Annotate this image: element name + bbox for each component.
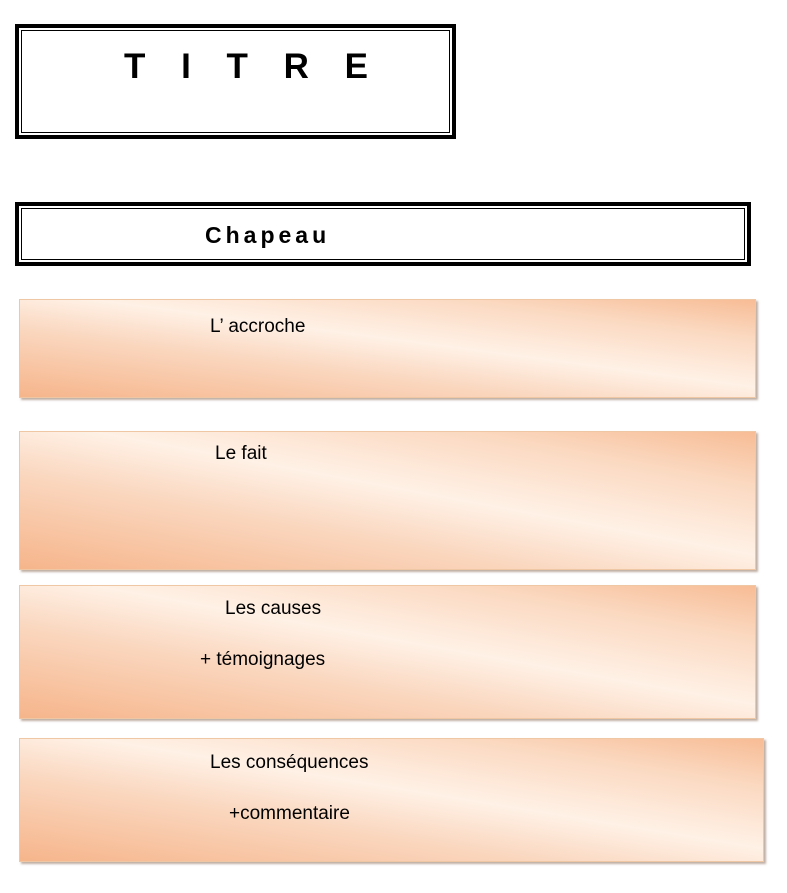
section-label-consequences: Les conséquences xyxy=(210,752,369,773)
title-text: T I T R E xyxy=(124,47,381,86)
section-label-causes: Les causes xyxy=(225,598,322,619)
section-label-fait: Le fait xyxy=(215,443,267,464)
section-label-accroche: L’ accroche xyxy=(210,316,306,337)
section-box-consequences xyxy=(19,738,764,862)
section-label-temoignages: + témoignages xyxy=(200,649,326,670)
section-label-commentaire: +commentaire xyxy=(229,803,350,824)
chapeau-text: Chapeau xyxy=(205,222,331,248)
section-box-accroche xyxy=(19,299,756,398)
chapeau-box-inner-border xyxy=(21,208,745,260)
title-box-inner-border xyxy=(21,30,450,133)
section-box-fait xyxy=(19,431,756,570)
chapeau-box xyxy=(15,202,751,266)
section-box-causes xyxy=(19,585,756,719)
title-box xyxy=(15,24,456,139)
